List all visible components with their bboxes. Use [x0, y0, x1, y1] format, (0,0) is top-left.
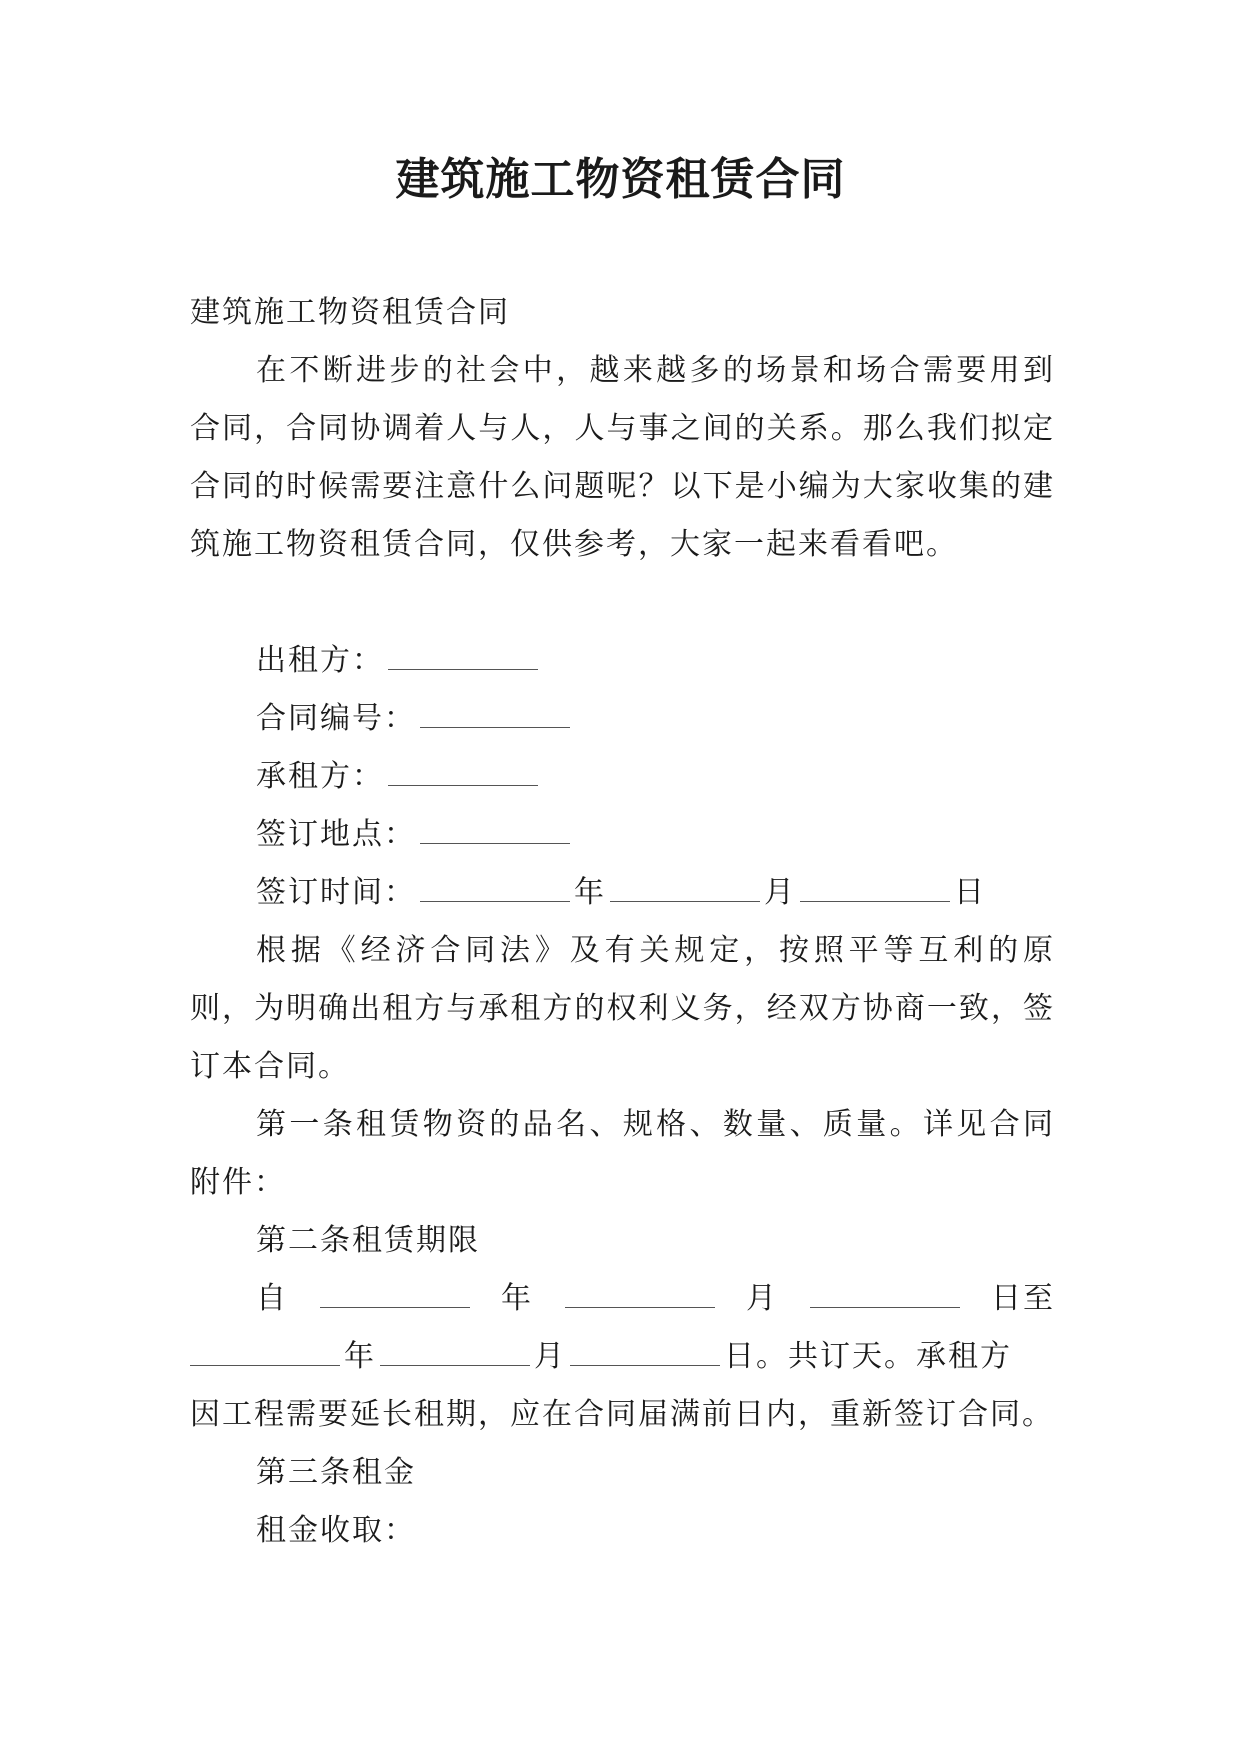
article2-start-month-blank: [565, 1306, 715, 1308]
lessee-field: [190, 748, 1055, 806]
sign-day-blank: [800, 900, 950, 902]
sign-time-label: 签订时间：: [256, 875, 416, 910]
lessor-blank: [388, 668, 538, 670]
article2-end-row: [190, 1328, 1055, 1386]
article2-end-day-blank: [570, 1364, 720, 1366]
sign-place-field: [190, 806, 1055, 864]
contract-no-field: [190, 690, 1055, 748]
lessee-label: 承租方：: [256, 759, 384, 794]
sign-time-field: [190, 864, 1055, 922]
sign-month-label: 月: [764, 875, 796, 910]
spacer: [190, 574, 1055, 632]
sign-place-blank: [420, 842, 570, 844]
article2-heading: 第二条租赁期限: [256, 1223, 480, 1258]
intro-paragraph: 在不断进步的社会中，越来越多的场景和场合需要用到合同，合同协调着人与人，人与事之间的关系。那么我们拟定合同的时候需要注意什么问题呢？以下是小编为大家收集的建筑施工物资租赁合同，仅供参考，大家一起来看看吧。: [190, 353, 1055, 562]
article2-tail: 日。共订天。承租方: [724, 1339, 1012, 1374]
document-title: 建筑施工物资租赁合同: [395, 154, 846, 205]
article2-period-row: [190, 1270, 1055, 1328]
document-body: [190, 284, 1055, 1560]
article2-year: 年: [501, 1281, 533, 1316]
contract-no-label: 合同编号：: [256, 701, 416, 736]
article2-end-month-blank: [380, 1364, 530, 1366]
contract-no-blank: [420, 726, 570, 728]
article3-collection: 租金收取：: [256, 1513, 416, 1548]
lessor-label: 出租方：: [256, 643, 384, 678]
sign-month-blank: [610, 900, 760, 902]
article2-start-day-blank: [810, 1306, 960, 1308]
sign-year-blank: [420, 900, 570, 902]
article2-month2: 月: [534, 1339, 566, 1374]
article2-end-year-blank: [190, 1364, 340, 1366]
document-subtitle: 建筑施工物资租赁合同: [190, 295, 510, 330]
lessee-blank: [388, 784, 538, 786]
article2-year2: 年: [344, 1339, 376, 1374]
sign-day-label: 日: [954, 875, 986, 910]
article3-heading: 第三条租金: [256, 1455, 416, 1490]
sign-place-label: 签订地点：: [256, 817, 416, 852]
sign-year-label: 年: [574, 875, 606, 910]
lessor-field: [190, 632, 1055, 690]
article1-paragraph: 第一条租赁物资的品名、规格、数量、质量。详见合同附件：: [190, 1107, 1055, 1200]
article2-day-to: 日至: [991, 1281, 1055, 1316]
article2-month: 月: [746, 1281, 778, 1316]
basis-paragraph: 根据《经济合同法》及有关规定，按照平等互利的原则，为明确出租方与承租方的权利义务，经双方协商一致，签订本合同。: [190, 933, 1055, 1084]
article2-extension: 因工程需要延长租期，应在合同届满前日内，重新签订合同。: [190, 1397, 1054, 1432]
article2-from: 自: [256, 1281, 288, 1316]
article2-start-year-blank: [320, 1306, 470, 1308]
